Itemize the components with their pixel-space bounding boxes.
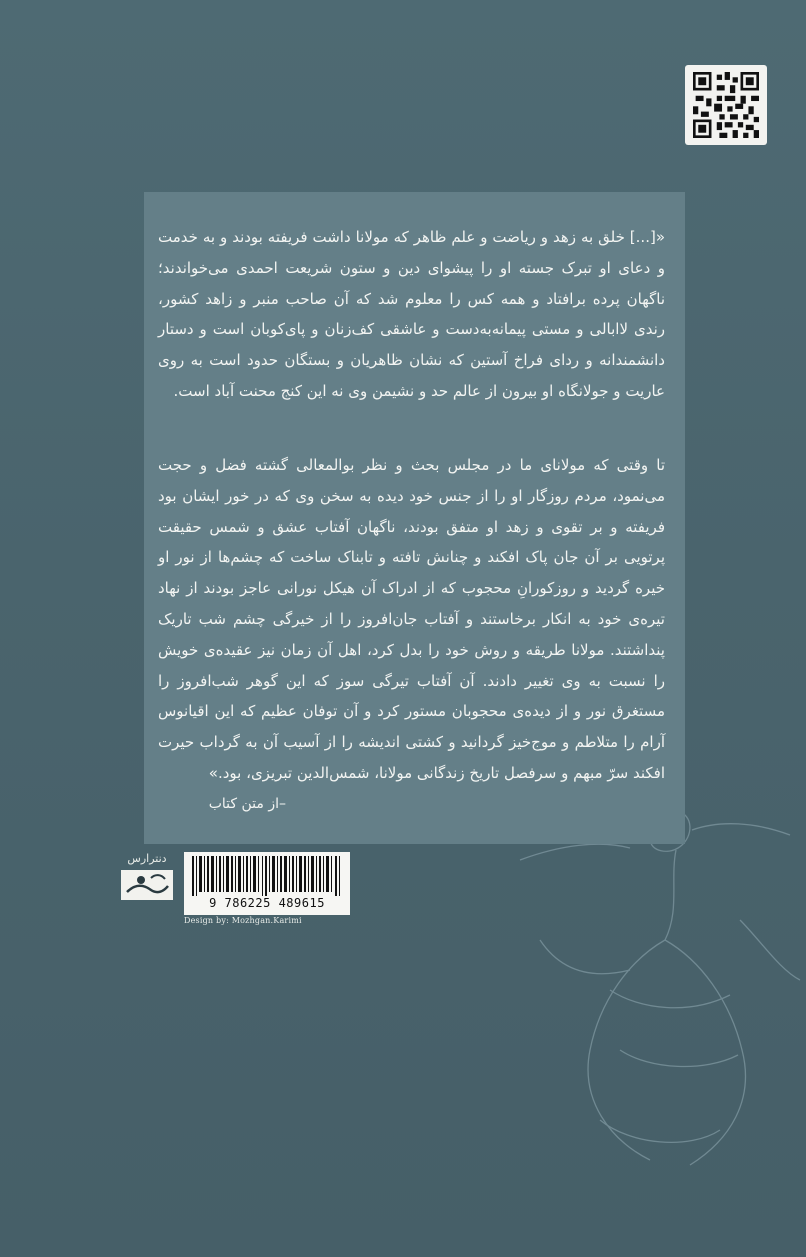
publisher-logo bbox=[121, 870, 173, 900]
qr-code-icon bbox=[693, 72, 759, 138]
isbn-barcode bbox=[184, 852, 350, 915]
barcode-bars bbox=[192, 856, 342, 896]
quote-source: –از متن کتاب bbox=[208, 796, 286, 812]
design-credit: Design by: Mozhgan.Karimi bbox=[184, 916, 302, 925]
qr-code bbox=[685, 65, 767, 145]
quote-paragraph-1: «[...] خلق به زهد و ریاضت و علم ظاهر که مولانا داشت فریفته بودند و به خدمت و دعای او تبرک جسته او را پیشوای دین و ستون شریعت احمدی می‌خواندند؛ ناگهان پرده برافتاد و همه کس را معلوم شد که آن صاحب منبر و زاهد کشور، رندی لاابالی و مستی پیمانه‌به‌دست و عاشقی کف‌زنان و پای‌کوبان است و دستار دانشمندانه و ردای فراخ آستین که نشان ظاهریان و بستگان حدود است به روی عاریت و جولانگاه او بیرون از عالم حد و نشیمن وی نه این کنج محنت آباد است. bbox=[158, 228, 665, 400]
isbn-number: 9 786225 489615 bbox=[209, 896, 325, 910]
quote-panel bbox=[144, 192, 685, 844]
publisher-name: دنترارس bbox=[127, 852, 167, 865]
whirling-dervish-illustration bbox=[480, 800, 806, 1200]
quote-paragraph-2: تا وقتی که مولانای ما در مجلس بحث و نظر بوالمعالی گشته فضل و حجت می‌نمود، مردم روزگار او را از جنس خود دیده به سخن وی که در خور ایشان بود فریفته و بر تقوی و زهد او متفق بودند، ناگهان آفتاب عشق و شمس حقیقت پرتویی بر آن جان پاک افکند و چنانش تافته و تابناک ساخت که چشم‌ها از نور او خیره گردید و روزکورانِ محجوب که از ادراک آن هیکل نورانی عاجز بودند از نهاد تیره‌ی خود به انکار برخاستند و آفتاب جان‌افروز را از خیرگی چشم شب تاریک پنداشتند. مولانا طریقه و روش خود را بدل کرد، اهل آن زمان نیز عقیده‌ی خویش را نسبت به وی تغییر دادند. آن آفتاب تیرگی سوز که این گوهر شب‌افروز را مستغرق نور و از دیده‌ی محجوبان مستور کرد و آن توفان عظیم که این اقیانوس آرام را متلاطم و موج‌خیز گردانید و کشتی اندیشه را از آسیب آن به گرداب حیرت افکند سرّ مبهم و سرفصل تاریخ زندگانی مولانا، شمس‌الدین تبریزی، بود.» bbox=[158, 456, 665, 782]
